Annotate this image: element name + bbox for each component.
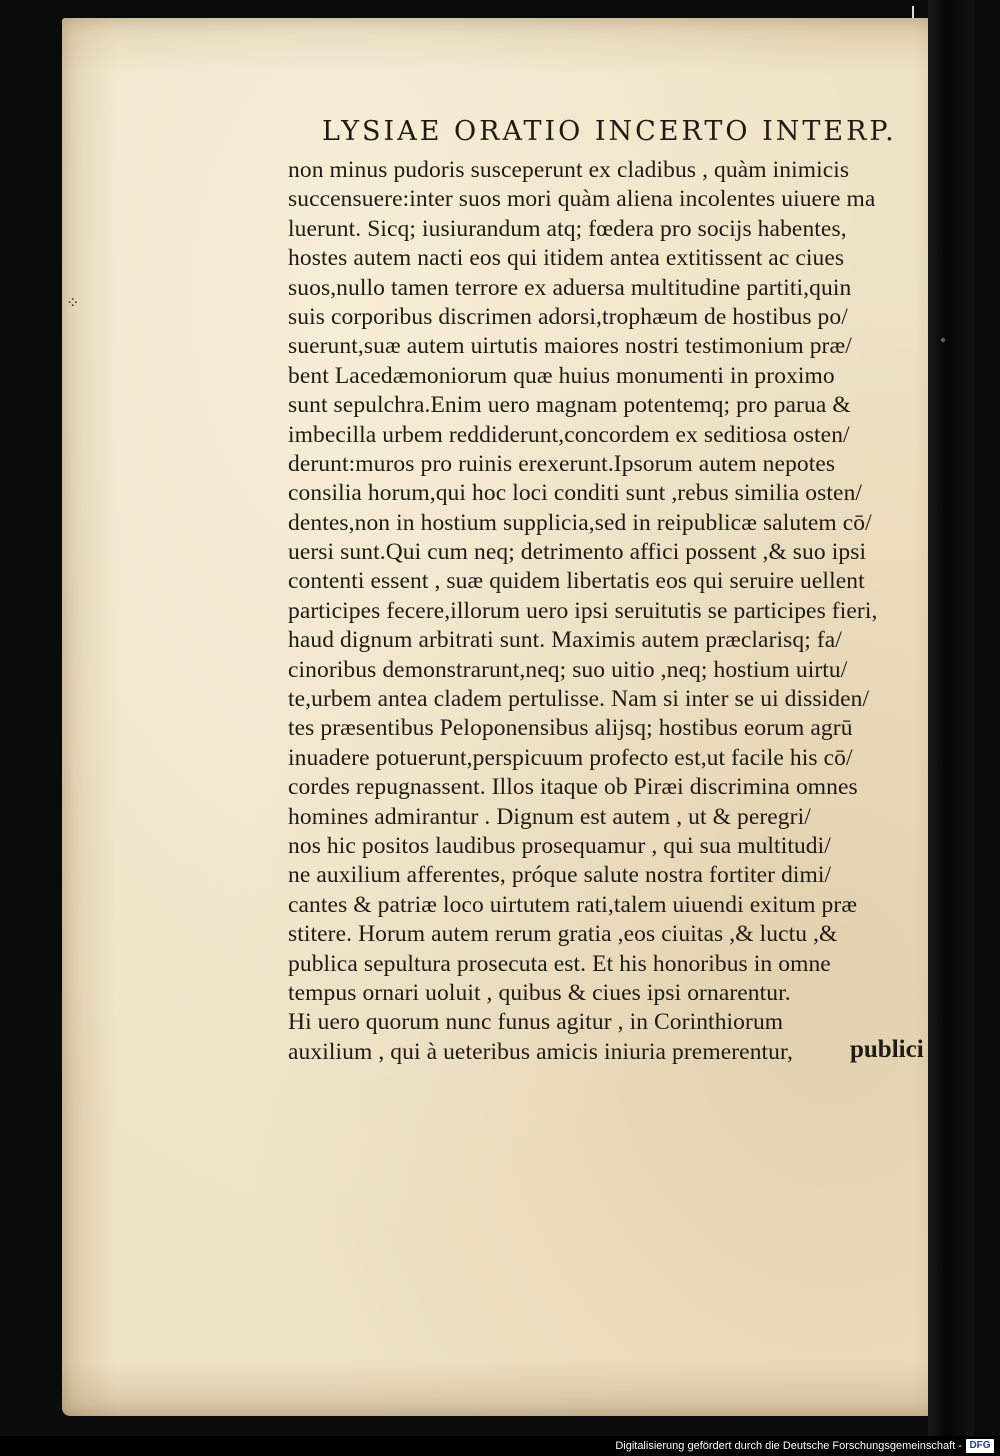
- footer-bar: [0, 1436, 1000, 1456]
- text-line: nos hic positos laudibus prosequamur , qui sua multitudi/: [288, 832, 831, 859]
- text-line: stitere. Horum autem rerum gratia ,eos ciuitas ,& luctu ,&: [288, 921, 838, 948]
- catchword: publici: [850, 1036, 924, 1063]
- text-line: homines admirantur . Dignum est autem , ut & peregri/: [288, 803, 811, 830]
- text-line: uersi sunt.Qui cum neq; detrimento affici possent ,& suo ipsi: [288, 539, 867, 566]
- text-line: consilia horum,qui hoc loci conditi sunt ,rebus similia osten/: [288, 480, 863, 507]
- text-line: ne auxilium afferentes, próque salute nostra fortiter dimi/: [288, 862, 832, 889]
- text-line: tes præsentibus Peloponensibus alijsq; hostibus eorum agrū: [288, 715, 853, 742]
- text-line: luerunt. Sicq; iusiurandum atq; fœdera pro socijs habentes,: [288, 215, 847, 242]
- footer-credit: Digitalisierung gefördert durch die Deutsche Forschungsgemeinschaft -: [615, 1440, 962, 1452]
- text-line: suis corporibus discrimen adorsi,trophæum de hostibus po/: [288, 303, 848, 330]
- text-line: inuadere potuerunt,perspicuum profecto est,ut facile his cō/: [288, 744, 853, 771]
- edge-tick-mark: [912, 6, 914, 18]
- text-line: succensuere:inter suos mori quàm aliena incolentes uiuere ma: [288, 186, 876, 213]
- running-head: LYSIAE ORATIO INCERTO INTERP.: [322, 116, 897, 147]
- text-line: bent Lacedæmoniorum quæ huius monumenti in proximo: [288, 362, 835, 389]
- text-line: cantes & patriæ loco uirtutem rati,talem uiuendi exitum præ: [288, 891, 858, 918]
- text-line: tempus ornari uoluit , quibus & ciues ipsi ornarentur.: [288, 979, 791, 1006]
- text-line: derunt:muros pro ruinis erexerunt.Ipsorum autem nepotes: [288, 450, 836, 477]
- text-line: haud dignum arbitrati sunt. Maximis autem præclarisq; fa/: [288, 627, 842, 654]
- text-line: cordes repugnassent. Illos itaque ob Piræi discrimina omnes: [288, 774, 858, 801]
- text-line: contenti essent , suæ quidem libertatis eos qui seruire uellent: [288, 568, 865, 595]
- text-line: sunt sepulchra.Enim uero magnam potentemq; pro parua &: [288, 392, 851, 419]
- text-line: participes fecere,illorum uero ipsi seruitutis se participes fieri,: [288, 597, 878, 624]
- text-line: hostes autem nacti eos qui itidem antea extitissent ac ciues: [288, 245, 845, 272]
- text-line: suerunt,suæ autem uirtutis maiores nostri testimonium præ/: [288, 333, 852, 360]
- page-edge-mark: [938, 320, 948, 360]
- dfg-logo: DFG: [966, 1439, 994, 1453]
- text-line: suos,nullo tamen terrore ex aduersa multitudine partiti,quin: [288, 274, 852, 301]
- body-text: [288, 156, 938, 1067]
- text-line: te,urbem antea cladem pertulisse. Nam si inter se ui dissiden/: [288, 686, 870, 713]
- ink-blot-mark: ⁘: [66, 293, 80, 312]
- text-line: dentes,non in hostium supplicia,sed in reipublicæ salutem cō/: [288, 509, 872, 536]
- text-line: non minus pudoris susceperunt ex cladibus , quàm inimicis: [288, 157, 850, 183]
- text-line: imbecilla urbem reddiderunt,concordem ex seditiosa osten/: [288, 421, 850, 448]
- text-line: publica sepultura prosecuta est. Et his honoribus in omne: [288, 950, 831, 977]
- text-line: cinoribus demonstrarunt,neq; suo uitio ,neq; hostium uirtu/: [288, 656, 848, 683]
- text-line: Hi uero quorum nunc funus agitur , in Corinthiorum: [288, 1009, 784, 1036]
- text-line: auxilium , qui à ueteribus amicis iniuria premerentur,: [288, 1038, 793, 1065]
